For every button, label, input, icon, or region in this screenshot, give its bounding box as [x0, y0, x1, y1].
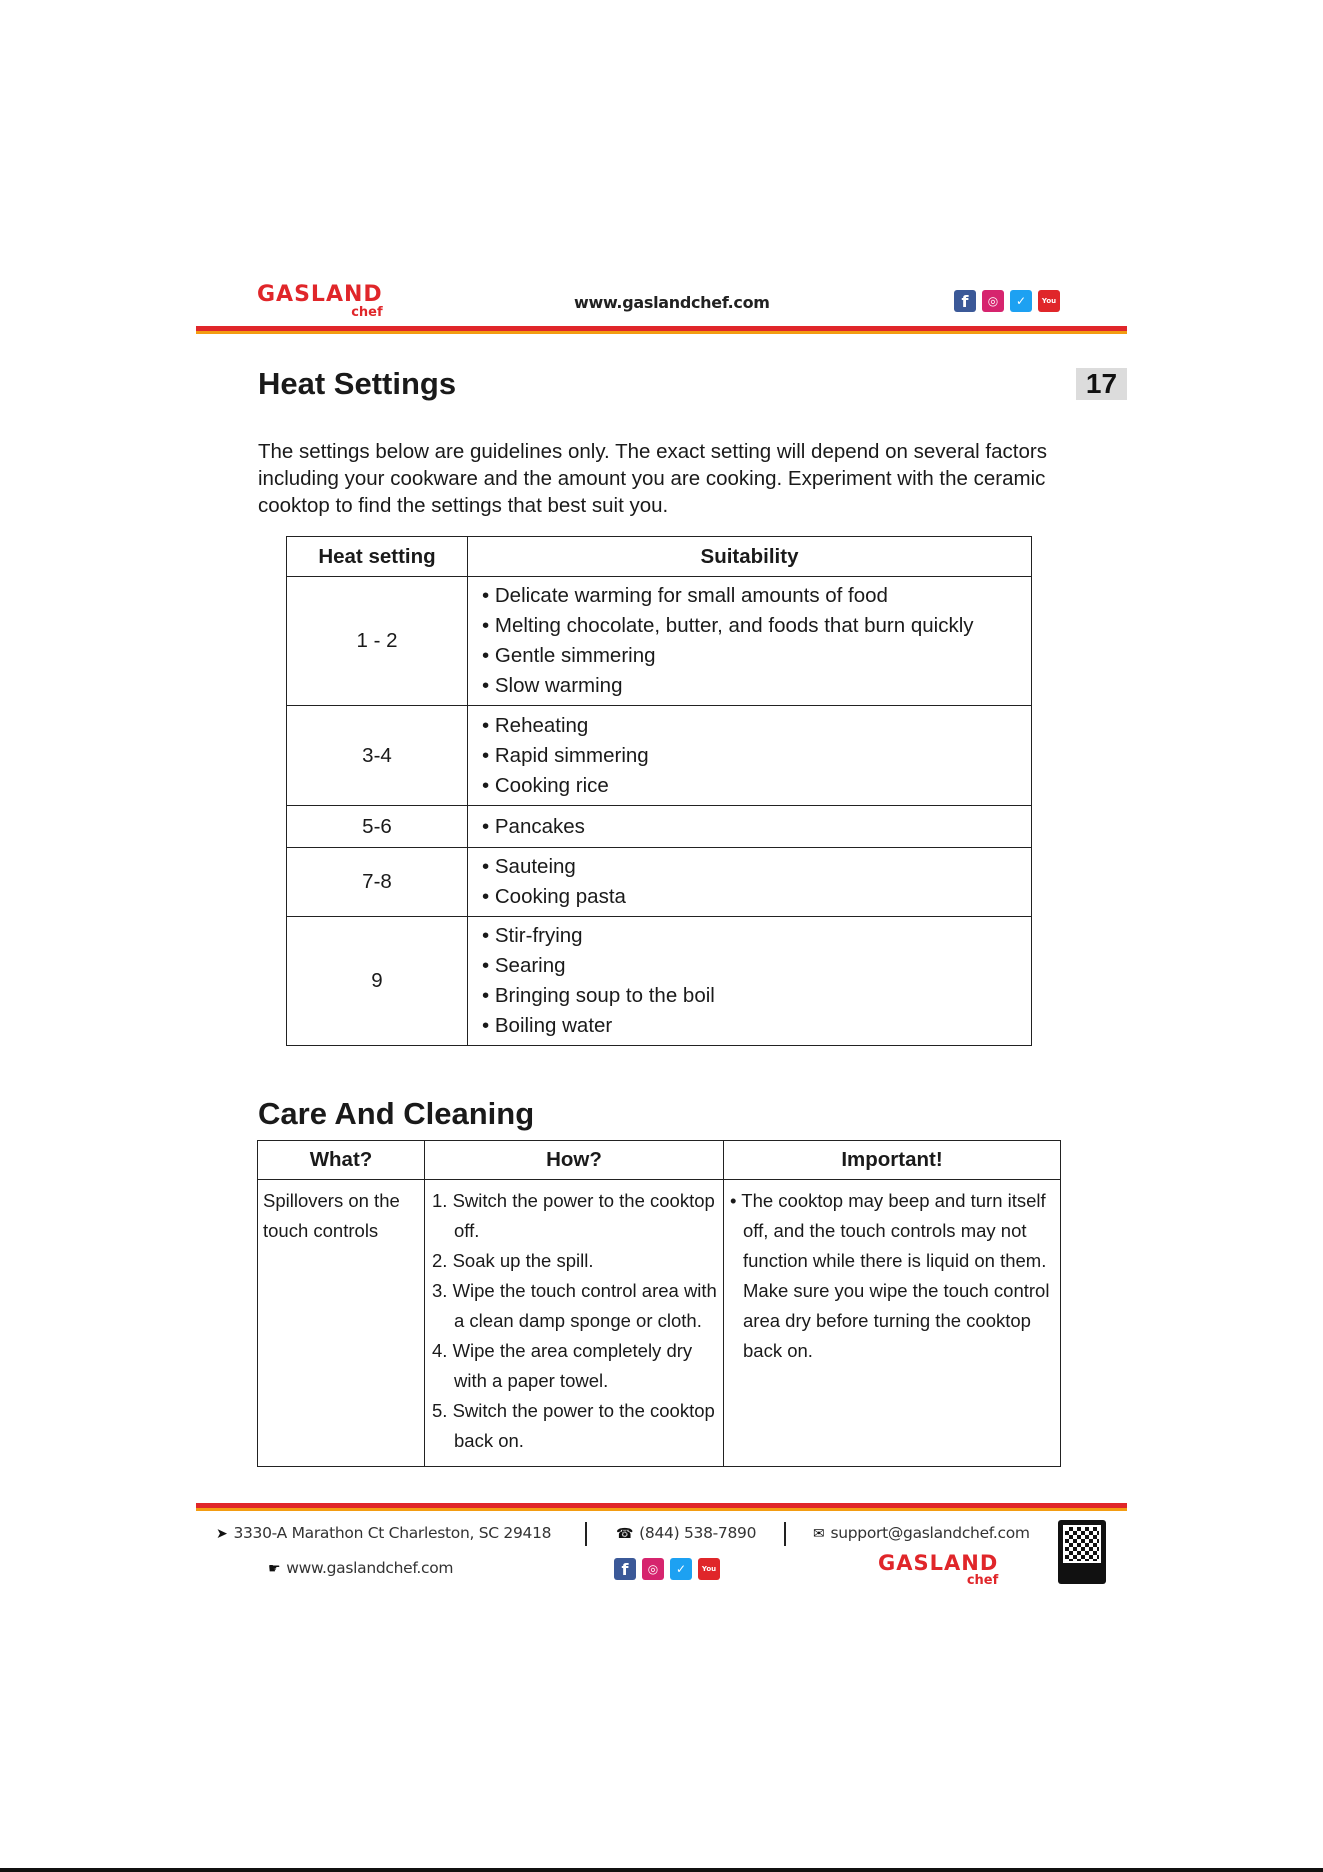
page-number: 17	[1076, 368, 1127, 400]
suitability-cell	[468, 577, 1032, 706]
facebook-icon[interactable]: f	[954, 290, 976, 312]
heat-level: 9	[287, 917, 468, 1046]
list-item: • Sauteing	[482, 855, 576, 878]
list-item: • Stir-frying	[482, 924, 583, 947]
instagram-icon[interactable]: ◎	[982, 290, 1004, 312]
table-row	[287, 577, 1032, 706]
brand-logo	[257, 284, 383, 319]
page-bottom-edge	[0, 1868, 1323, 1872]
column-header-important: Important!	[724, 1141, 1061, 1180]
qr-code[interactable]	[1058, 1520, 1106, 1584]
list-item: • Delicate warming for small amounts of food	[482, 584, 888, 607]
table-row	[287, 806, 1032, 848]
footer-brand-logo	[878, 1553, 998, 1587]
location-arrow-icon: ➤	[216, 1526, 228, 1542]
logo-wordmark: GASLAND	[878, 1551, 999, 1575]
header-website-link[interactable]: www.gaslandchef.com	[574, 293, 770, 312]
phone-icon: ☎	[616, 1526, 634, 1542]
heat-level: 7-8	[287, 848, 468, 917]
table-header-row	[258, 1141, 1061, 1180]
list-item: • Gentle simmering	[482, 644, 656, 667]
list-item: • Bringing soup to the boil	[482, 984, 715, 1007]
list-item: • Searing	[482, 954, 566, 977]
list-item: • Melting chocolate, butter, and foods that burn quickly	[482, 614, 974, 637]
phone-text[interactable]: (844) 538-7890	[639, 1524, 757, 1542]
website-text[interactable]: www.gaslandchef.com	[286, 1559, 454, 1577]
care-cleaning-table	[257, 1140, 1061, 1467]
logo-subtitle: chef	[966, 1573, 999, 1588]
column-header-suitability: Suitability	[468, 537, 1032, 577]
list-item: • Pancakes	[482, 814, 585, 838]
footer-email	[813, 1524, 1030, 1542]
footer-phone	[616, 1524, 756, 1542]
header-divider	[196, 326, 1127, 334]
qr-code-pattern	[1063, 1525, 1101, 1563]
table-row	[287, 848, 1032, 917]
footer-separator	[784, 1522, 786, 1546]
youtube-icon[interactable]: You	[1038, 290, 1060, 312]
address-text: 3330-A Marathon Ct Charleston, SC 29418	[233, 1524, 552, 1542]
cleaning-step: 5. Switch the power to the cooktop back on.	[432, 1400, 715, 1451]
list-item: • Boiling water	[482, 1014, 613, 1037]
instagram-icon[interactable]: ◎	[642, 1558, 664, 1580]
twitter-icon[interactable]: ✓	[1010, 290, 1032, 312]
logo-subtitle: chef	[351, 305, 383, 320]
table-row	[258, 1180, 1061, 1467]
table-row	[287, 706, 1032, 806]
suitability-cell	[468, 848, 1032, 917]
table-header-row	[287, 537, 1032, 577]
heat-level: 5-6	[287, 806, 468, 848]
important-note: • The cooktop may beep and turn itself off, and the touch controls may not function while there is liquid on them. Make sure you wipe the touch control area dry before turning the cooktop back on.	[730, 1190, 1050, 1361]
what-cell: Spillovers on the touch controls	[258, 1180, 425, 1467]
list-item: • Cooking pasta	[482, 885, 626, 908]
footer-divider	[196, 1503, 1127, 1511]
list-item: • Rapid simmering	[482, 743, 649, 767]
facebook-icon[interactable]: f	[614, 1558, 636, 1580]
suitability-cell	[468, 806, 1032, 848]
heat-level: 1 - 2	[287, 577, 468, 706]
youtube-icon[interactable]: You	[698, 1558, 720, 1580]
heat-level: 3-4	[287, 706, 468, 806]
care-cleaning-title: Care And Cleaning	[258, 1096, 535, 1131]
cleaning-step: 3. Wipe the touch control area with a clean damp sponge or cloth.	[432, 1280, 717, 1331]
suitability-cell	[468, 917, 1032, 1046]
how-cell	[425, 1180, 724, 1467]
email-text[interactable]: support@gaslandchef.com	[830, 1524, 1030, 1542]
cleaning-step: 2. Soak up the spill.	[432, 1250, 594, 1271]
column-header-how: How?	[425, 1141, 724, 1180]
suitability-cell	[468, 706, 1032, 806]
heat-settings-table	[286, 536, 1032, 1046]
heat-settings-title: Heat Settings	[258, 366, 457, 401]
heat-intro-text: The settings below are guidelines only. The exact setting will depend on several factors including your cookware and the amount you are cooking. Experiment with the ceramic cooktop to find the settings that best suit you.	[258, 440, 1047, 517]
footer-website	[268, 1559, 453, 1577]
footer-address	[216, 1524, 551, 1542]
column-header-heat-setting: Heat setting	[287, 537, 468, 577]
important-cell	[724, 1180, 1061, 1467]
cleaning-step: 4. Wipe the area completely dry with a paper towel.	[432, 1340, 693, 1391]
table-row	[287, 917, 1032, 1046]
footer-separator	[585, 1522, 587, 1546]
mail-icon: ✉	[813, 1526, 825, 1542]
twitter-icon[interactable]: ✓	[670, 1558, 692, 1580]
cleaning-step: 1. Switch the power to the cooktop off.	[432, 1190, 715, 1241]
list-item: • Reheating	[482, 713, 589, 737]
list-item: • Slow warming	[482, 674, 623, 697]
footer-social-icons	[614, 1558, 720, 1580]
list-item: • Cooking rice	[482, 773, 609, 797]
logo-wordmark: GASLAND	[257, 282, 383, 307]
column-header-what: What?	[258, 1141, 425, 1180]
web-icon: ☛	[268, 1561, 281, 1577]
header-social-icons	[954, 290, 1060, 312]
